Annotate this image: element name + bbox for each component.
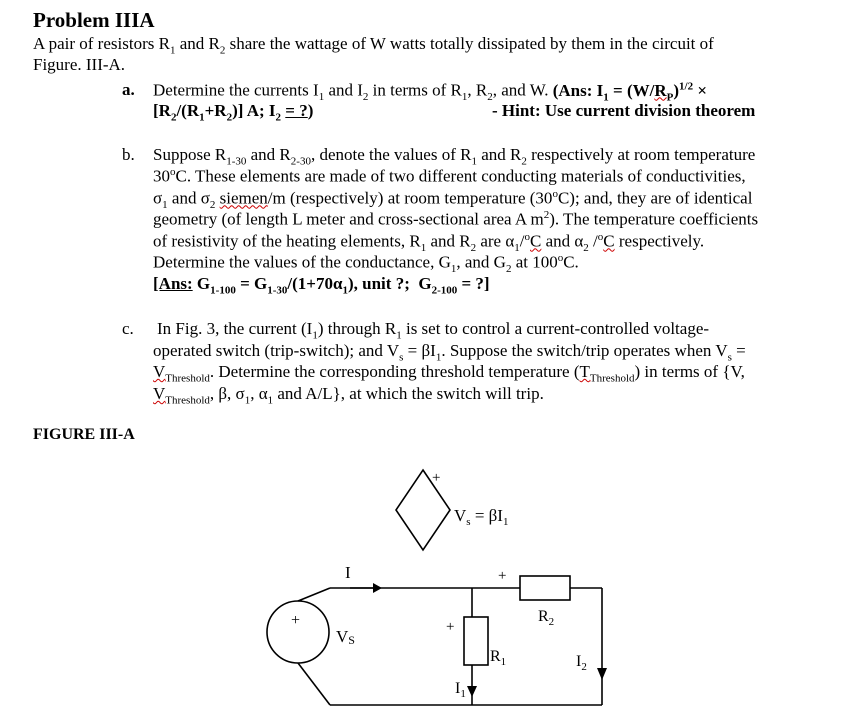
intro-line-2: Figure. III-A. bbox=[33, 55, 126, 74]
i1-label: $I_1$ bbox=[455, 680, 466, 700]
part-b-line-6: Determine the values of the conductance, $G_1$, and $G_2$ at 100$^o$C. bbox=[153, 252, 579, 276]
part-b-line-1: Suppose $R_{1-30}$ and $R_{2-30}$, denote the values of $R_1$ and $R_2$ respectively at room temperature bbox=[153, 145, 756, 168]
figure-label: FIGURE III-A bbox=[33, 426, 135, 443]
current-i2-arrow bbox=[597, 668, 607, 680]
part-c-line-3: $V_{Threshold}$. Determine the corresponding threshold temperature $(T_{Threshold})$ in terms of {V, bbox=[153, 362, 745, 385]
r2-label: $R_2$ bbox=[538, 608, 555, 628]
part-c-line-1: In Fig. 3, the current $(I_1)$ through $R_1$ is set to control a current-controlled voltage- bbox=[157, 319, 710, 342]
part-b-line-5: of resistivity of the heating elements, $R_1$ and $R_2$ are $\alpha_1/^oC$ and $\alpha_2$ /$^o$C respectively. bbox=[153, 231, 705, 255]
current-i-arrow bbox=[373, 583, 382, 593]
dependent-source-diamond bbox=[396, 470, 450, 550]
part-b-line-3: $\sigma_1$ and $\sigma_2$ siemen/m (respectively) at room temperature (30$^o$C); and, they are of identical bbox=[153, 188, 753, 212]
part-a-line-1: Determine the currents $I_1$ and $I_2$ in terms of $R_1$, $R_2$, and W. (Ans: $I_1 = (W/R_P)^{1/2}$ × bbox=[153, 80, 708, 104]
part-b-label: b. bbox=[122, 145, 135, 164]
resistor-r2 bbox=[520, 576, 570, 600]
dependent-source-plus: + bbox=[432, 470, 441, 486]
part-c-line-2: operated switch (trip-switch); and $V_s = \beta I_1$. Suppose the switch/trip operates when $V_s$ = bbox=[153, 341, 746, 364]
voltage-source-circle bbox=[267, 601, 329, 663]
resistor-r1 bbox=[464, 617, 488, 665]
wire-source-top bbox=[298, 588, 330, 601]
part-c-label: c. bbox=[122, 319, 134, 338]
part-c-line-4: $V_{Threshold}$, β, $\sigma_1$, $\alpha_1$ and A/L}, at which the switch will trip. bbox=[153, 384, 544, 407]
part-b-line-2: 30$^o$C. These elements are made of two different conducting materials of conductivities, bbox=[153, 166, 746, 186]
r1-plus: + bbox=[446, 619, 455, 635]
problem-title: Problem IIIA bbox=[33, 8, 155, 32]
current-i-label: I bbox=[345, 563, 351, 582]
r2-plus: + bbox=[498, 568, 507, 584]
source-plus: + bbox=[291, 612, 301, 629]
intro-line-1: A pair of resistors $R_1$ and $R_2$ share the wattage of W watts totally dissipated by them in the circuit of bbox=[33, 34, 714, 57]
wire-source-bottom bbox=[298, 663, 330, 705]
r1-label: $R_1$ bbox=[490, 648, 507, 668]
part-a-label: a. bbox=[122, 80, 135, 99]
part-a-line-2: $[R_2/(R_1+R_2)]$ A; $I_2$ = ?) bbox=[153, 101, 314, 124]
part-a-hint: - Hint: Use current division theorem bbox=[492, 101, 756, 120]
source-label: VS bbox=[336, 627, 355, 647]
part-b-line-4: geometry (of length L meter and cross-sectional area A $m^2$). The temperature coefficients bbox=[153, 209, 759, 229]
current-i1-arrow bbox=[467, 686, 477, 697]
i2-label: $I_2$ bbox=[576, 653, 587, 673]
dependent-source-equation: $V_s = \beta I_1$ bbox=[454, 506, 509, 528]
part-b-answer: [Ans: $G_{1-100} = G_{1-30}/(1+70\alpha_1)$, unit ?; $G_{2-100}$ = ?] bbox=[153, 274, 490, 297]
